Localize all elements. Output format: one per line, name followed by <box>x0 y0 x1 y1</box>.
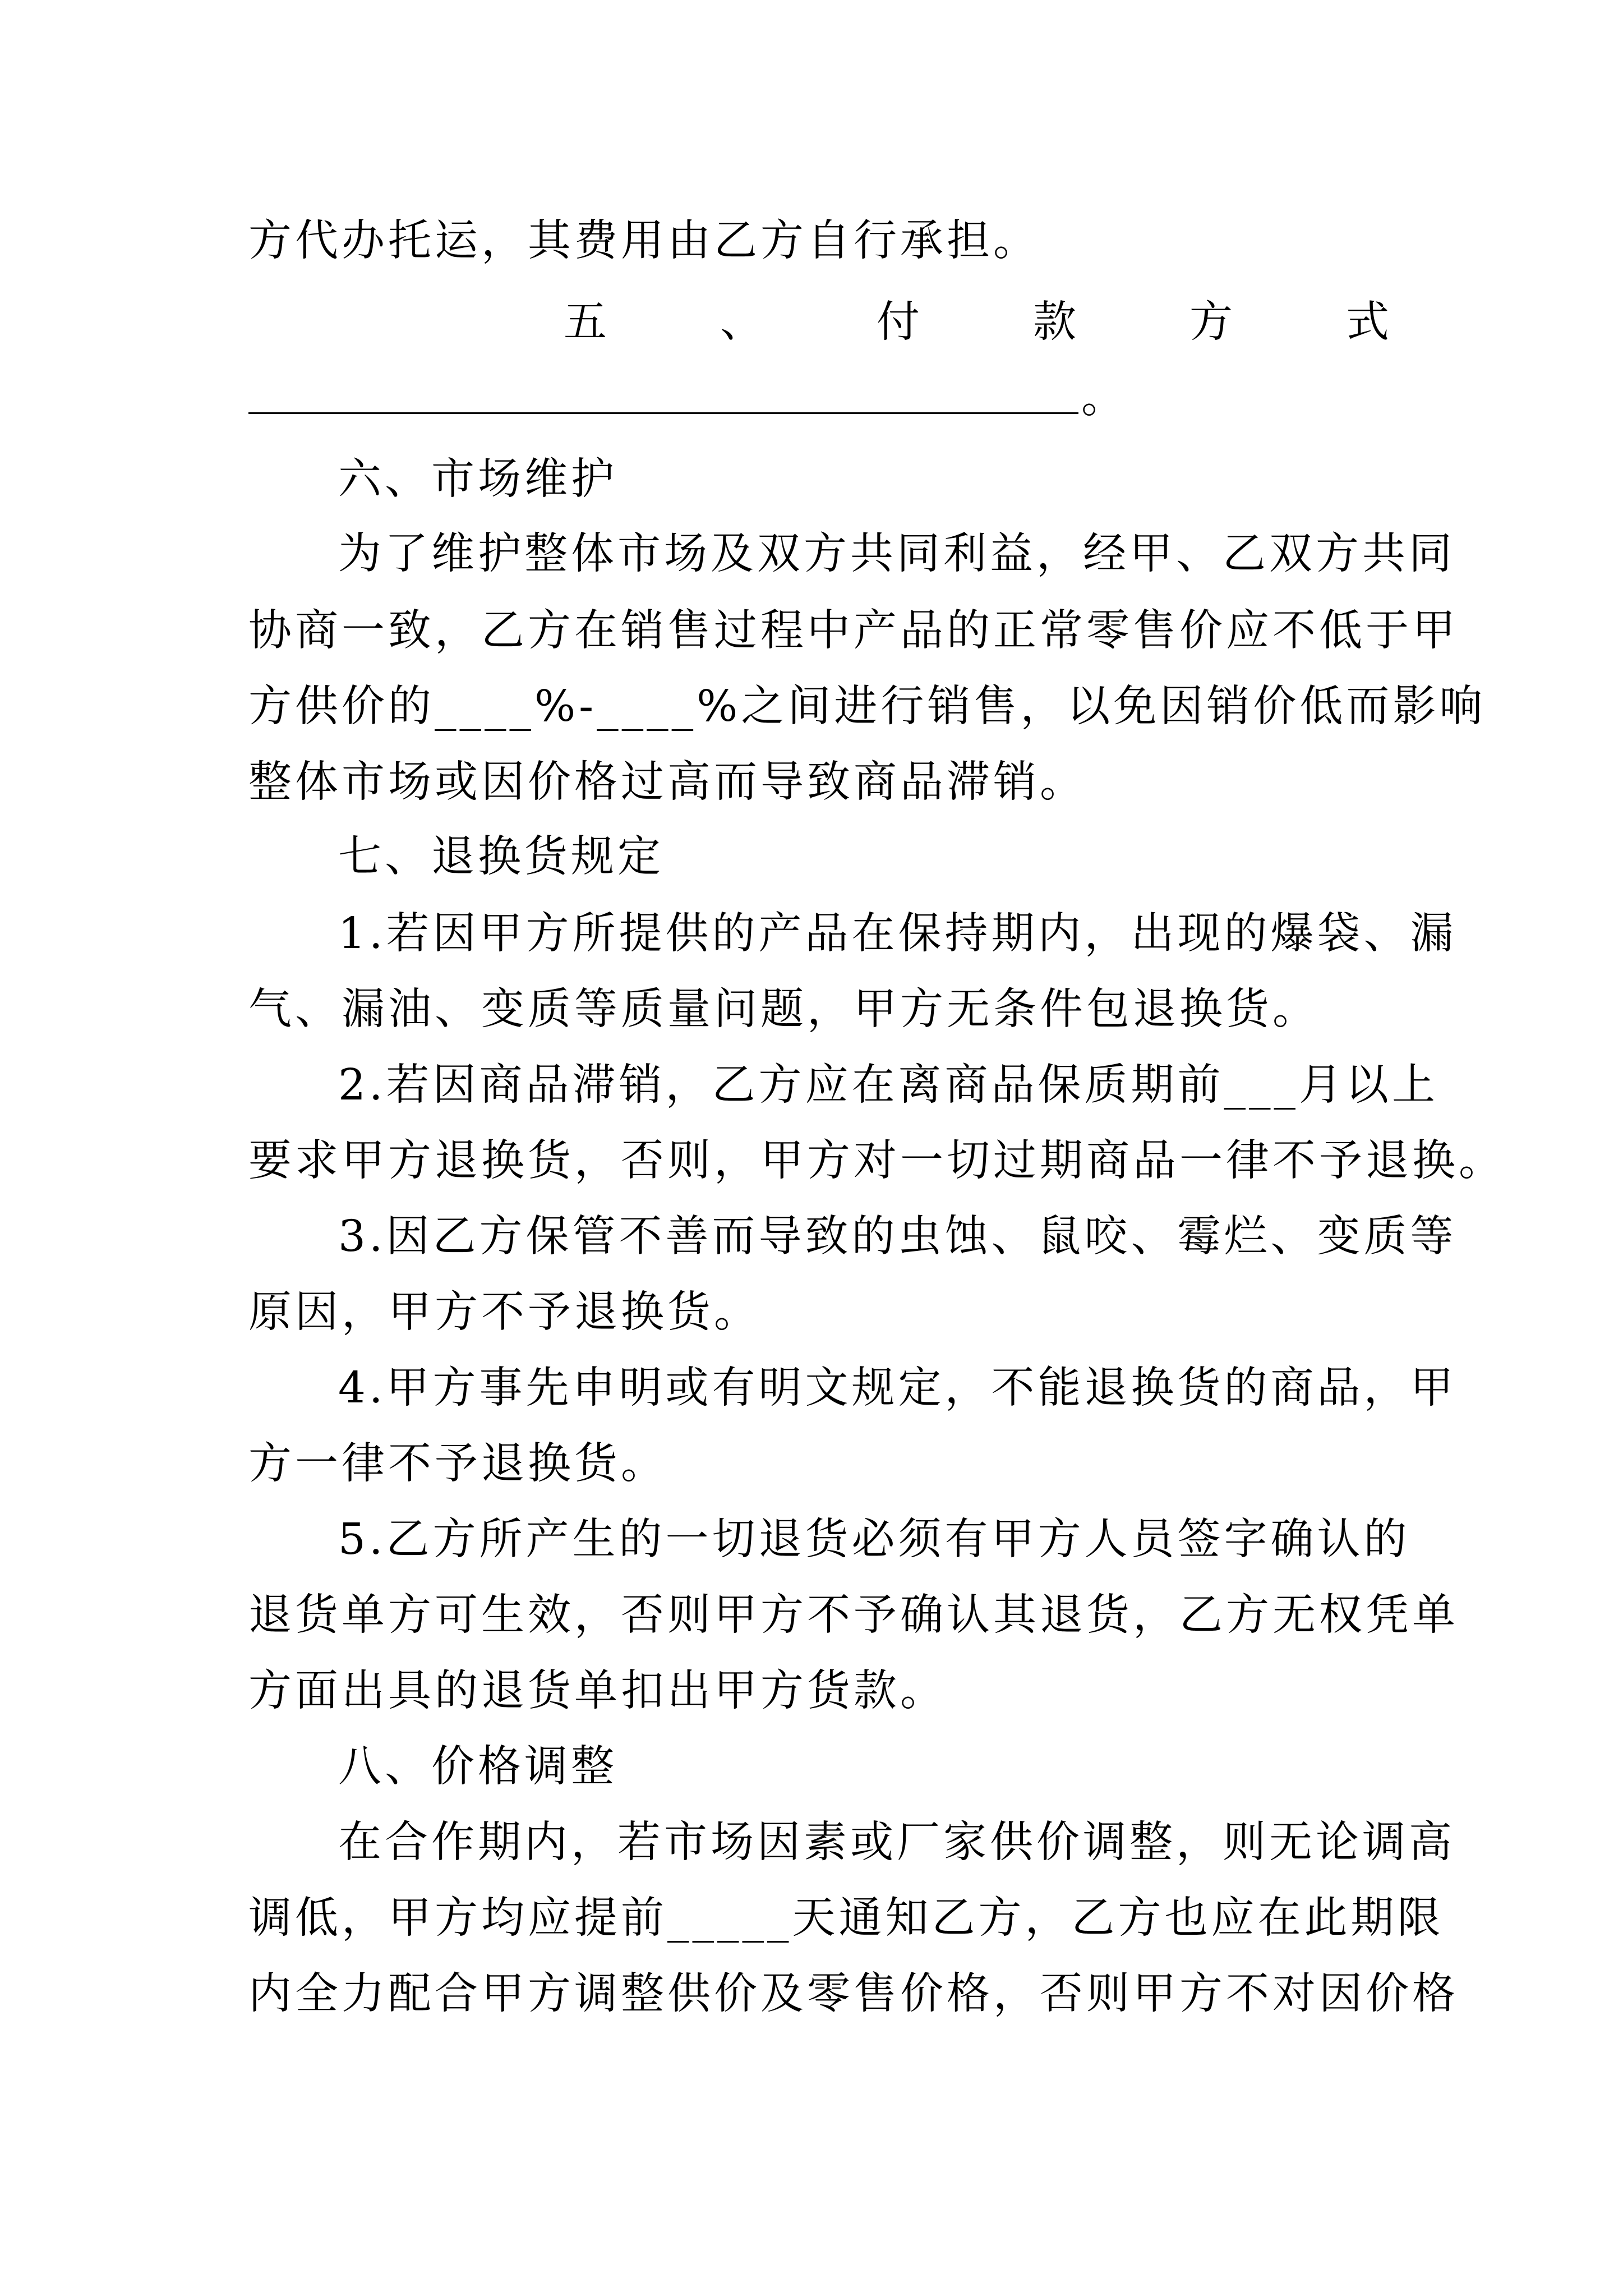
paragraph-line: 方面出具的退货单扣出甲方货款。 <box>248 1666 947 1716</box>
heading-char: 款 <box>1033 297 1080 347</box>
heading-char: 五 <box>564 297 610 347</box>
blank-end-mark: 。 <box>1081 373 1124 423</box>
paragraph-line: 原因，甲方不予退换货。 <box>248 1287 760 1337</box>
paragraph-line: 3.因乙方保管不善而导致的虫蚀、鼠咬、霉烂、变质等 <box>338 1212 1457 1262</box>
paragraph-line: 为了维护整体市场及双方共同利益，经甲、乙双方共同 <box>338 529 1455 579</box>
section-heading-payment <box>564 295 1393 351</box>
fill-in-blank-line <box>248 412 1078 414</box>
heading-char: 付 <box>877 297 923 347</box>
paragraph-line: 4.甲方事先申明或有明文规定，不能退换货的商品，甲 <box>338 1363 1457 1413</box>
paragraph-line: 退货单方可生效，否则甲方不予确认其退货，乙方无权凭单 <box>248 1590 1459 1640</box>
paragraph-line: 1.若因甲方所提供的产品在保持期内，出现的爆袋、漏 <box>338 909 1457 959</box>
paragraph-line: 方代办托运，其费用由乙方自行承担。 <box>248 216 1040 266</box>
paragraph-line: 方供价的____%-____%之间进行销售，以免因销价低而影响 <box>248 682 1486 731</box>
section-heading: 七、退换货规定 <box>338 832 664 882</box>
paragraph-line: 调低，甲方均应提前_____天通知乙方，乙方也应在此期限 <box>248 1893 1444 1943</box>
paragraph-line: 在合作期内，若市场因素或厂家供价调整，则无论调高 <box>338 1818 1455 1867</box>
section-heading: 六、市场维护 <box>338 454 617 504</box>
paragraph-line: 要求甲方退换货，否则，甲方对一切过期商品一律不予退换。 <box>248 1136 1505 1186</box>
paragraph-line: 方一律不予退换货。 <box>248 1439 667 1489</box>
paragraph-line: 协商一致，乙方在销售过程中产品的正常零售价应不低于甲 <box>248 606 1459 656</box>
paragraph-line: 5.乙方所产生的一切退货必须有甲方人员签字确认的 <box>338 1515 1410 1565</box>
heading-char: 式 <box>1346 297 1393 347</box>
paragraph-line: 内全力配合甲方调整供价及零售价格，否则甲方不对因价格 <box>248 1969 1459 2019</box>
heading-char: 方 <box>1189 297 1236 347</box>
section-heading: 八、价格调整 <box>338 1742 617 1792</box>
paragraph-line: 整体市场或因价格过高而导致商品滞销。 <box>248 757 1086 807</box>
paragraph-line: 2.若因商品滞销，乙方应在离商品保质期前___月以上 <box>338 1060 1438 1110</box>
paragraph-line: 气、漏油、变质等质量问题，甲方无条件包退换货。 <box>248 984 1319 1034</box>
heading-char: 、 <box>720 297 767 347</box>
